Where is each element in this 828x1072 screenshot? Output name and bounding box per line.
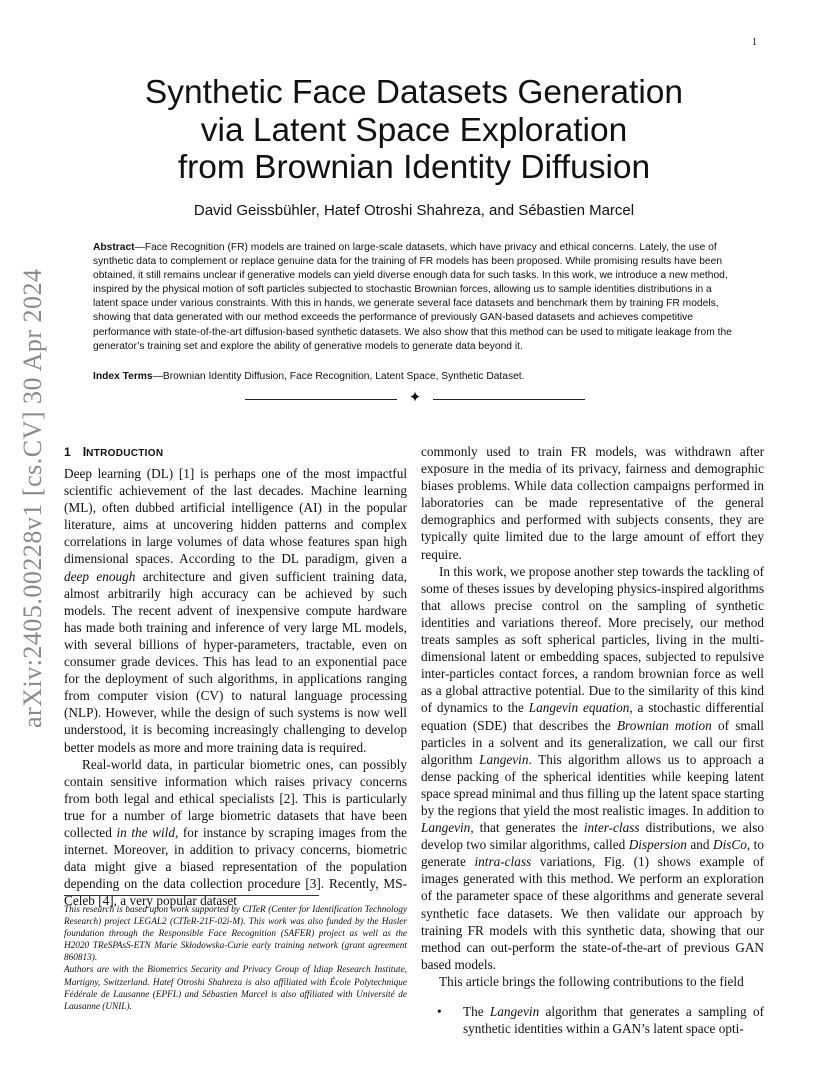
index-terms-text: —Brownian Identity Diffusion, Face Recognition, Latent Space, Synthetic Dataset.: [152, 371, 525, 382]
text-run: In this work, we propose another step towards the tackling of some of theses issues by developing physics-inspired algorithms that allows precise control on the sampling of synthetic identities and variations thereof. More precisely, our method treats samples as soft spherical particles, living in the multi-dimensional latent or embedding spaces, subjected to repulsive inter-particles contact forces, a random brownian force as well as a global attractive potential. Due to the similarity of this kind of dynamics to the: [421, 563, 764, 716]
right-column: [421, 443, 764, 1037]
text-run: Real-world data, in particular biometric ones, can possibly contain sensitive information which raises privacy concerns from both legal and ethical specialists [2]. This is particularly true for a number of large biometric datasets that have been collected: [64, 756, 407, 840]
footnote: Authors are with the Biometrics Security and Privacy Group of Idiap Research Institute, Martigny, Switzerland. Hatef Otroshi Shahreza is also affiliated with École Polytechnique Fédérale de Lausanne (EPFL) and Sébastien Marcel is also affiliated with Université de Lausanne (UNIL).: [64, 965, 407, 1012]
text-run: and: [686, 837, 713, 853]
paragraph: [421, 563, 764, 973]
emphasis: in the wild: [116, 824, 175, 840]
section-title-rest: NTRODUCTION: [86, 448, 164, 459]
title-line: via Latent Space Exploration: [200, 111, 628, 149]
separator-rule-left: [245, 399, 397, 400]
emphasis: deep enough: [64, 568, 136, 584]
text-run: distributions, we also develop two similar algorithms, called: [421, 820, 764, 853]
text-run: Deep learning (DL) [1] is perhaps one of the most impactful scientific achievement of the last decades. Machine learning (ML), often dubbed artificial intelligence (AI) in the popular literature, aims at uncovering hidden patterns and complex correlations in large volumes of data whose features span high dimensional spaces. According to the DL paradigm, given a: [64, 466, 407, 567]
index-terms: [93, 371, 736, 382]
emphasis: DisCo: [713, 837, 747, 853]
section-title-initial: I: [82, 445, 87, 459]
paper-title: [100, 74, 728, 187]
footnote: This research is based upon work supported by CITeR (Center for Identification Technology Research) project LEGAL2 (CITeR-21F-02i-M). This work was also funded by the Hasler foundation through the Responsible Face Recognition (SAFER) project as well as the H2020 TReSPAsS-ETN Marie Skłodowska-Curie early training network (grant agreement 860813).: [64, 905, 407, 964]
emphasis: Langevin equation: [528, 700, 630, 716]
emphasis: inter-class: [583, 820, 640, 836]
text-run: variations, Fig. (1) shows example of images generated with this method. We perform an exploration of the parameter space of these algorithms and generate several synthetic face datasets. We then validate our approach by training FR models with this synthetic data, showing that our method can out-perform the state-of-the-art of previous GAN based models.: [421, 854, 764, 972]
text-run: , for instance by scraping images from the internet. Moreover, in addition to privacy concerns, biometric data might give a biased representation of the population depending on the data collection procedure [3]. Recently, MS-Celeb [4], a very popular dataset: [64, 824, 407, 909]
section-number: 1: [64, 445, 71, 459]
abstract-text: —Face Recognition (FR) models are trained on large-scale datasets, which have privacy and ethical concerns. Lately, the use of synthetic data to complement or replace genuine data for the training of FR models has been proposed. While promising results have been obtained, it still remains unclear if generative models can yield diverse enough data for such tasks. In this work, we introduce a new method, inspired by the physical motion of soft particles subjected to stochastic Brownian forces, allowing us to sample identities distributions in a latent space under various constraints. With this in hands, we generate several face datasets and benchmark them by training FR models, showing that data generated with our method exceeds the performance of previously GAN-based datasets and achieves competitive performance with state-of-the-art diffusion-based synthetic datasets. We also show that this method can be used to mitigate leakage from the generator’s training set and explore the ability of generative models to generate data beyond it.: [93, 242, 732, 352]
authors: David Geissbühler, Hatef Otroshi Shahreza, and Sébastien Marcel: [193, 202, 635, 219]
footnotes: [64, 904, 407, 1013]
section-heading: [64, 443, 407, 461]
paragraph: commonly used to train FR models, was withdrawn after exposure in the media of its privacy, fairness and demographic biases problems. While data collection campaigns performed in laboratories can be made representative of the general demographics and performed with subjects consents, they are typically quite limited due to the large amount of effort they require.: [421, 444, 764, 562]
emphasis: Langevin: [479, 751, 529, 767]
section-separator: [245, 392, 585, 406]
left-column: [64, 443, 407, 909]
abstract: [93, 241, 736, 354]
paragraph: [64, 756, 407, 910]
emphasis: Brownian motion: [616, 717, 712, 733]
paragraph: [64, 465, 407, 756]
paragraph: This article brings the following contributions to the field: [439, 973, 744, 989]
title-line: Synthetic Face Datasets Generation: [144, 74, 684, 111]
bullet-icon: •: [437, 1004, 442, 1019]
footnote-rule: [64, 895, 319, 896]
separator-star-icon: ✦: [408, 390, 422, 406]
text-run: , that generates the: [470, 820, 584, 836]
page-number: 1: [752, 37, 757, 48]
arxiv-stamp: arXiv:2405.00228v1 [cs.CV] 30 Apr 2024: [18, 268, 47, 728]
text-run: The: [463, 1004, 490, 1019]
contributions-list: [421, 1003, 764, 1037]
index-terms-label: Index Terms: [93, 371, 153, 382]
text-run: architecture and given sufficient training data, almost arbitrarily high accuracy can be achieved by such models. The recent advent of inexpensive compute hardware has made both training and inference of very large ML models, with several billions of hyper-parameters, tractable, even on consumer grade devices. This has lead to an exponential pace for the deployment of such algorithms, in applications ranging from computer vision (CV) to natural language processing (NLP). However, while the design of such systems is now well understood, it is becoming increasingly challenging to develop better models as more and more training data is required.: [64, 568, 407, 755]
emphasis: intra-class: [474, 854, 532, 870]
emphasis: Dispersion: [628, 837, 687, 853]
emphasis: Langevin: [421, 820, 471, 836]
text-run: algorithm that generates a sampling of synthetic identities within a GAN’s latent space opti-: [463, 1004, 764, 1037]
separator-rule-right: [433, 399, 585, 400]
text-run: . This algorithm allows us to approach a dense packing of the spherical identities while keeping latent space spread minimal and thus filling up the latent space starting by the regions that yield the most realistic images. In addition to: [421, 751, 764, 818]
emphasis: Langevin: [489, 1004, 540, 1019]
text-run: of small particles in a solvent and its generalization, we call our first algorithm: [421, 717, 764, 767]
title-line: from Brownian Identity Diffusion: [177, 149, 651, 186]
text-run: , a stochastic differential equation (SDE) that describes the: [421, 700, 765, 733]
list-item: [421, 1003, 764, 1037]
text-run: , to generate: [421, 837, 764, 870]
abstract-label: Abstract: [93, 242, 135, 253]
